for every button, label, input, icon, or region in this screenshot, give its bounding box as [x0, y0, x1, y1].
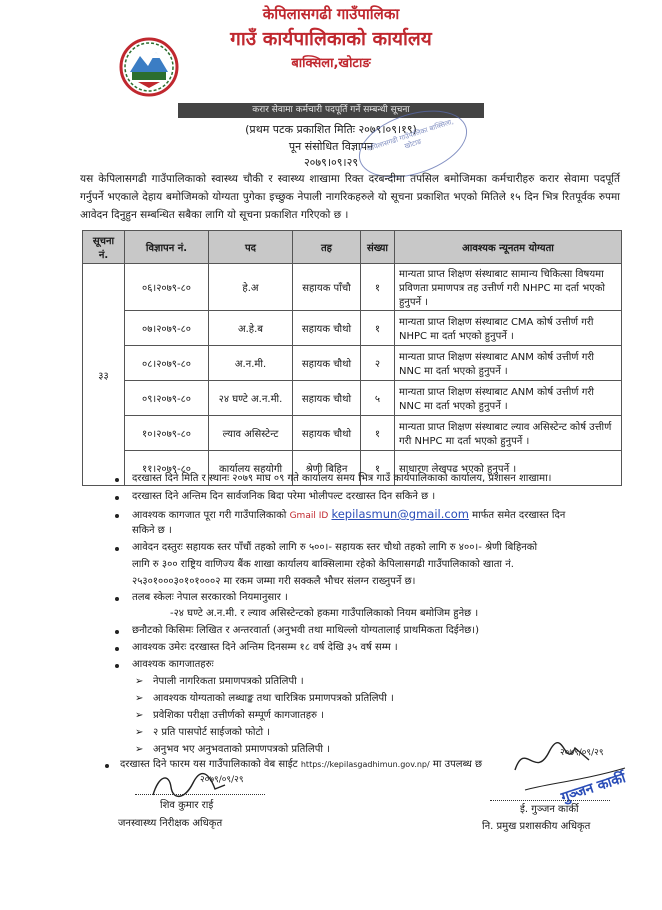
- bullet-icon: [115, 630, 119, 634]
- post-name: ल्याव असिस्टेन्ट: [209, 416, 293, 451]
- level: सहायक पाँचौ: [293, 264, 361, 311]
- count: १: [361, 264, 395, 311]
- bullet-icon: [115, 547, 119, 551]
- fee-line3: २५३०१०००३०१०१०००२ मा रकम जम्मा गरी सक्कलै भौचर संलग्न राख्नुपर्ने छ।: [132, 576, 416, 587]
- salary-scale: तलब स्केलः नेपाल सरकारको नियमानुसार ।: [132, 592, 288, 603]
- count: १: [361, 416, 395, 451]
- count: २: [361, 346, 395, 381]
- vacancy-table: [82, 230, 622, 486]
- bullet-icon: [115, 597, 119, 601]
- document-item: ➢ २ प्रति पासपोर्ट साईजको फोटो ।: [135, 725, 615, 741]
- ad-number: ११।२०७९-८०: [125, 451, 209, 486]
- arrow-icon: ➢: [135, 693, 144, 704]
- col-count: संख्या: [361, 231, 395, 264]
- revised-date: २०७९।०९।२९: [303, 156, 359, 169]
- count: ५: [361, 381, 395, 416]
- level: सहायक चौथो: [293, 346, 361, 381]
- document-item: ➢ प्रवेशिका परीक्षा उत्तीर्णको सम्पूर्ण कागजातहरु ।: [135, 708, 615, 724]
- right-signer-name: ई. गुञ्जन कार्की: [520, 804, 579, 815]
- age-requirement: आवश्यक उमेरः दरखास्त दिने अन्तिम दिनसम्म १८ वर्ष देखि ३५ वर्ष सम्म ।: [132, 642, 398, 653]
- website-link[interactable]: https://kepilasgadhimun.gov.np/: [300, 760, 430, 769]
- post-name: कार्यालय सहयोगी: [209, 451, 293, 486]
- col-qualification: आवश्यक न्यूनतम योग्यता: [395, 231, 622, 264]
- table-row: [83, 346, 622, 381]
- document-item: ➢ नेपाली नागरिकता प्रमाणपत्रको प्रतिलिपी ।: [135, 674, 615, 690]
- col-level: तह: [293, 231, 361, 264]
- bullet-icon: [115, 664, 119, 668]
- nepal-emblem-logo: [118, 36, 180, 98]
- post-name: २४ घण्टे अ.न.मी.: [209, 381, 293, 416]
- count: १: [361, 451, 395, 486]
- level: सहायक चौथो: [293, 381, 361, 416]
- right-sign-date: २०७९/०९/२९: [560, 748, 604, 758]
- table-row: [83, 416, 622, 451]
- ad-number: ०७।२०७९-८०: [125, 311, 209, 346]
- revised-notice-label: पून संसोधित विज्ञापन: [288, 140, 374, 153]
- email-application: [132, 506, 632, 524]
- website-pre-text: दरखास्त दिने फारम यस गाउँपालिकाको वेब साईट: [120, 759, 298, 770]
- left-sign-date: २०७९/०९/२९: [200, 775, 244, 785]
- ad-number: ०८।२०७९-८०: [125, 346, 209, 381]
- post-name: अ.न.मी.: [209, 346, 293, 381]
- table-row: [83, 311, 622, 346]
- fee-line1: आवेदन दस्तुरः सहायक स्तर पाँचौं तहको लागि रु ५००।- सहायक स्तर चौथो तहको लागि रु ४००।- श्रेणी बिहिनको: [132, 542, 538, 553]
- left-signer-title: जनस्वास्थ्य निरीक्षक अधिकृत: [118, 818, 223, 829]
- selection-method: छनौटको किसिमः लिखित र अन्तरवार्ता (अनुभवी तथा माथिल्लो योग्यतालाई प्राथमिकता दिईनेछ।): [132, 625, 479, 636]
- bullet-icon: [115, 496, 119, 500]
- documents-heading: आवश्यक कागजातहरुः: [132, 659, 214, 670]
- col-ad-no: विज्ञापन नं.: [125, 231, 209, 264]
- office-name: गाउँ कार्यपालिकाको कार्यालय: [230, 28, 432, 50]
- col-notice-no: सूचना नं.: [83, 231, 125, 264]
- document-item: ➢ अनुभव भए अनुभवताको प्रमाणपत्रको प्रतिलिपी ।: [135, 742, 615, 758]
- ad-number: ०६।२०७९-८०: [125, 264, 209, 311]
- salary-scale-note: -२४ घण्टे अ.न.मी. र ल्याव असिस्टेन्टको हकमा गाउँपालिकाको नियम बमोजिम हुनेछ ।: [170, 608, 479, 619]
- qualification: मान्यता प्राप्त शिक्षण संस्थाबाट CMA कोर्ष उत्तीर्ण गरी NHPC मा दर्ता भएको हुनुपर्ने ।: [395, 311, 622, 346]
- qualification: मान्यता प्राप्त शिक्षण संस्थाबाट ल्याव असिस्टेन्ट कोर्ष उत्तीर्ण गरी NHPC मा दर्ता भएको हुनुपर्ने ।: [395, 416, 622, 451]
- right-signer-title: नि. प्रमुख प्रशासकीय अधिकृत: [482, 821, 591, 832]
- count: १: [361, 311, 395, 346]
- post-name: अ.हे.ब: [209, 311, 293, 346]
- first-publication-date: (प्रथम पटक प्रकाशित मितिः २०७९।०९।१९): [245, 123, 417, 136]
- level: श्रेणी बिहिन: [293, 451, 361, 486]
- qualification: मान्यता प्राप्त शिक्षण संस्थाबाट ANM कोर्ष उत्तीर्ण गरी NNC मा दर्ता भएको हुनुपर्ने ।: [395, 346, 622, 381]
- ad-number: ०९।२०७९-८०: [125, 381, 209, 416]
- bullet-icon: [105, 764, 109, 768]
- intro-paragraph: यस केपिलासगढी गाउँपालिकाको स्वास्थ्य चौकी र स्वास्थ्य शाखामा रिक्त दरबन्दीमा तपसिल बमोजिमका कर्मचारीहरु करार सेवामा पदपूर्ति गर्नुपर्ने भएकाले देहाय बमोजिमको योग्यता पुगेका इच्छुक नेपाली नागरिकहरुले यो सूचना प्रकाशित भएको मितिले १५ दिन भित्र रितपूर्वक रुपमा आवेदन दिनुहुन सम्बन्धित सबैका लागि यो सूचना प्रकाशित गरिएको छ ।: [80, 173, 620, 221]
- holiday-note: दरखास्त दिने अन्तिम दिन सार्वजनिक बिदा परेमा भोलीपल्ट दरखास्त दिन सकिने छ ।: [132, 491, 436, 502]
- level: सहायक चौथो: [293, 416, 361, 451]
- table-header-row: [83, 231, 622, 264]
- table-row: [83, 264, 622, 311]
- application-date-place: दरखास्त दिने मिति र स्थानः २०७९ माघ ०९ गते कार्यालय समय भित्र गाउँ कार्यपालिकाको कार्यालय, प्रशासन शाखामा।: [132, 473, 552, 484]
- office-address: बाक्सिला,खोटाङ: [291, 56, 371, 71]
- email-post-text: मार्फत समेत दरखास्त दिन: [472, 510, 566, 521]
- bullet-icon: [115, 514, 119, 518]
- arrow-icon: ➢: [135, 710, 144, 721]
- notice-title-banner: करार सेवामा कर्मचारी पदपूर्ति गर्ने सम्बन्धी सूचना: [178, 103, 484, 118]
- document-item: ➢ आवश्यक योग्यताको लब्धाङ्क तथा चारित्रिक प्रमाणपत्रको प्रतिलिपी ।: [135, 691, 615, 707]
- arrow-icon: ➢: [135, 744, 144, 755]
- website-post-text: मा उपलब्ध छ: [432, 759, 483, 770]
- right-name-stamp: गुञ्जन कार्की: [559, 770, 628, 806]
- post-name: हे.अ: [209, 264, 293, 311]
- arrow-icon: ➢: [135, 727, 144, 738]
- notice-number: ३३: [83, 264, 125, 486]
- qualification: साधारण लेखपढ भएको हुनुपर्ने ।: [395, 451, 622, 486]
- arrow-icon: ➢: [135, 676, 144, 687]
- left-signer-name: शिव कुमार राई: [160, 800, 214, 811]
- gmail-label: Gmail ID: [289, 511, 329, 521]
- municipality-name: केपिलासगढी गाउँपालिका: [262, 5, 400, 23]
- email-line2: सकिने छ ।: [132, 525, 172, 536]
- email-pre-text: आवश्यक कागजात पूरा गरी गाउँपालिकाको: [132, 510, 287, 521]
- ad-number: १०।२०७९-८०: [125, 416, 209, 451]
- bullet-icon: [115, 478, 119, 482]
- fee-line2: लागि रु ३०० राष्ट्रिय वाणिज्य बैंक शाखा कार्यालय बाक्सिलामा रहेको केपिलासगढी गाउँपालिकाको खाता नं.: [132, 559, 514, 570]
- email-link[interactable]: kepilasmun@gmail.com: [331, 507, 469, 521]
- bullet-icon: [115, 647, 119, 651]
- table-row: [83, 381, 622, 416]
- left-sign-line: [135, 794, 265, 795]
- col-post: पद: [209, 231, 293, 264]
- level: सहायक चौथो: [293, 311, 361, 346]
- qualification: मान्यता प्राप्त शिक्षण संस्थाबाट सामान्य चिकित्सा विषयमा प्रविणता प्रमाणपत्र तह उत्तीर्ण गरी NHPC मा दर्ता भएको हुनुपर्ने ।: [395, 264, 622, 311]
- qualification: मान्यता प्राप्त शिक्षण संस्थाबाट ANM कोर्ष उत्तीर्ण गरी NNC मा दर्ता भएको हुनुपर्ने ।: [395, 381, 622, 416]
- office-stamp-text: केपिलासगढी गाउँपालिका बाक्सिला, खोटाङ: [365, 117, 455, 154]
